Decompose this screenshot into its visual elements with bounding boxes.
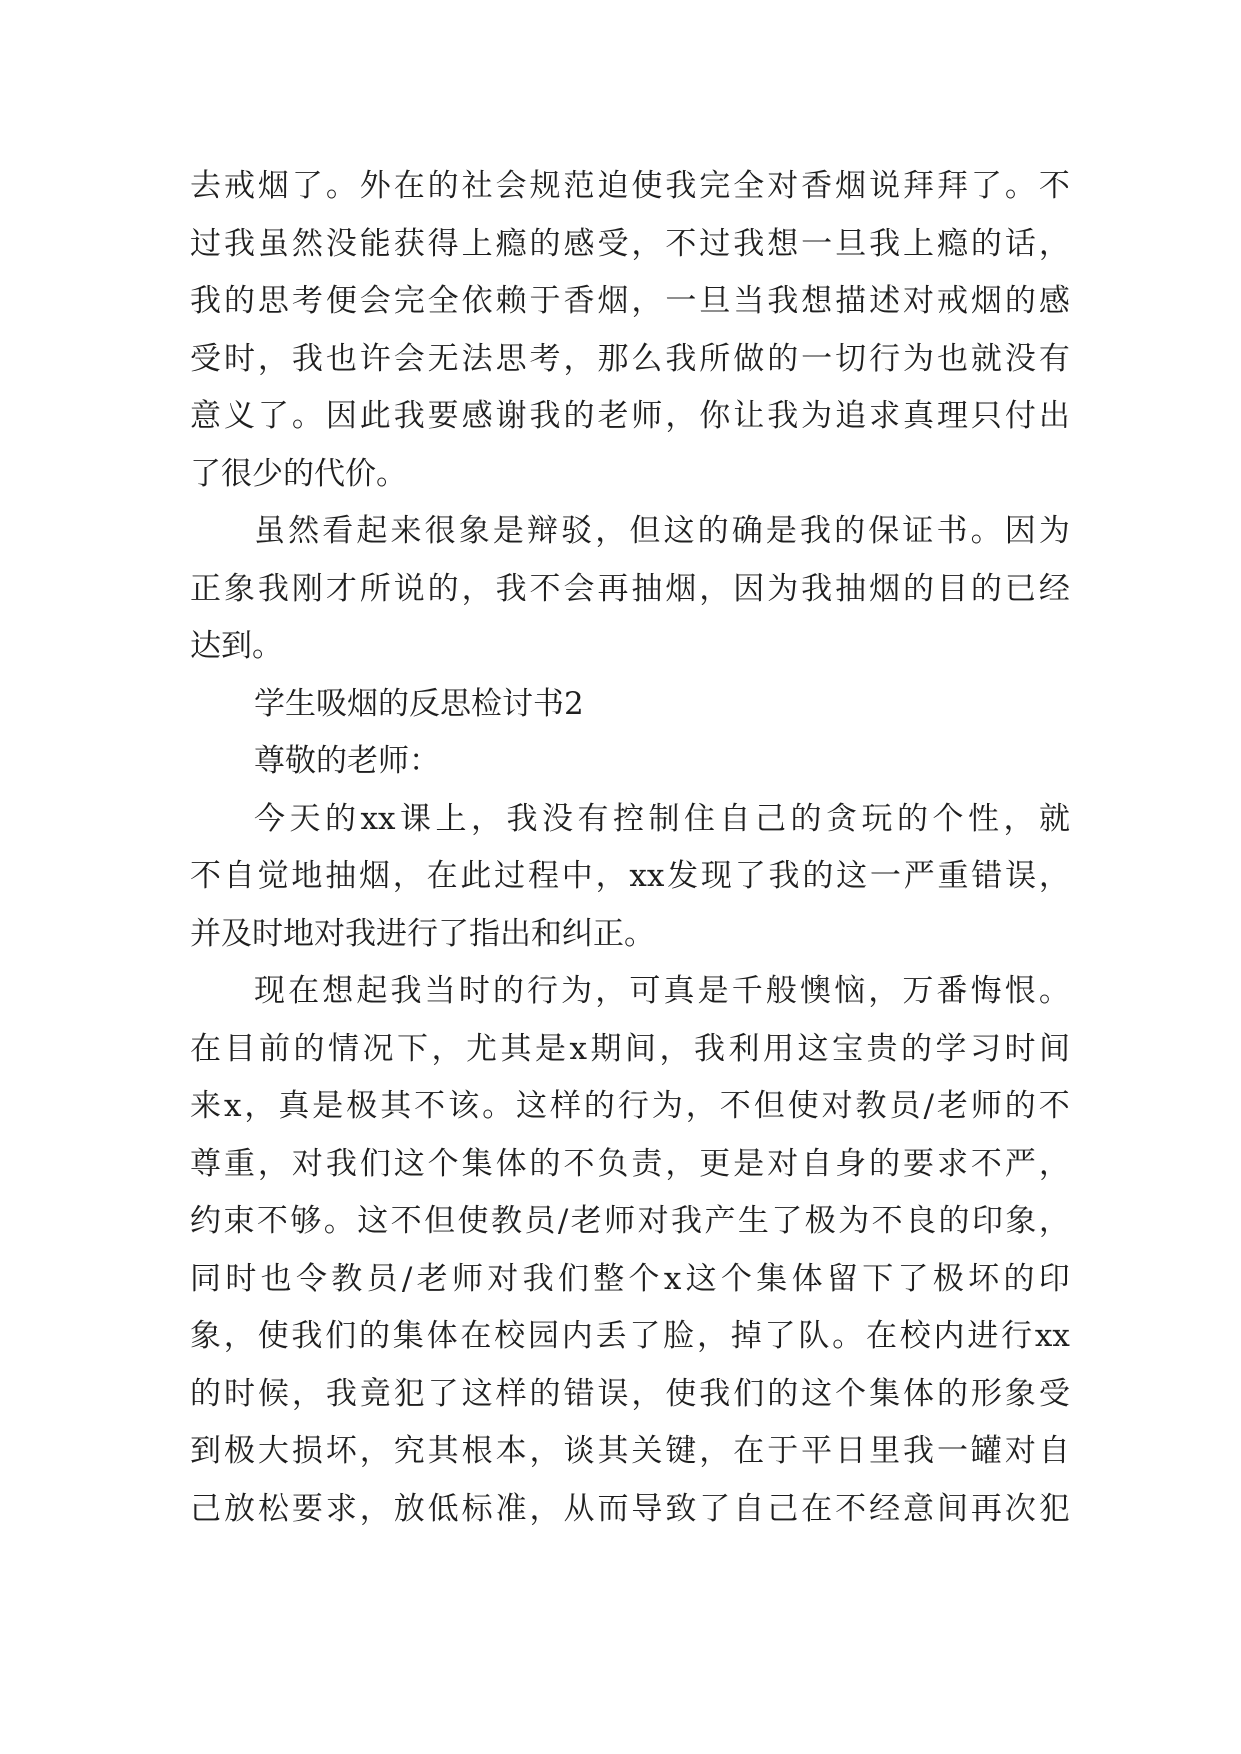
text-line: 约 束 不 够 。 这 不 但 使 教 员 / 老 师 对 我 产 生 了 极 为 不 良 的 印 象 ，: [190, 1203, 1070, 1239]
text-line: 尊 敬 的 老 师 ：: [254, 743, 440, 779]
text-line: 虽 然 看 起 来 很 象 是 辩 驳 ， 但 这 的 确 是 我 的 保 证 书 。 因 为: [254, 513, 1070, 549]
text-line: 去 戒 烟 了 。 外 在 的 社 会 规 范 迫 使 我 完 全 对 香 烟 说 拜 拜 了 。 不: [190, 168, 1070, 204]
text-line: 意 义 了 。 因 此 我 要 感 谢 我 的 老 师 ， 你 让 我 为 追 求 真 理 只 付 出: [190, 398, 1070, 434]
text-line: 了 很 少 的 代 价 。: [190, 455, 407, 492]
text-line: 的 时 候 ， 我 竟 犯 了 这 样 的 错 误 ， 使 我 们 的 这 个 集 体 的 形 象 受: [190, 1375, 1070, 1412]
text-line: 达 到 。: [190, 628, 283, 664]
text-line: 同 时 也 令 教 员 / 老 师 对 我 们 整 个 x 这 个 集 体 留 下 了 极 坏 的 印: [190, 1260, 1070, 1297]
text-line: 象 ， 使 我 们 的 集 体 在 校 园 内 丢 了 脸 ， 掉 了 队 。 在 校 内 进 行 xx: [190, 1318, 1070, 1354]
text-line: 到 极 大 损 坏 ， 究 其 根 本 ， 谈 其 关 键 ， 在 于 平 日 里 我 一 罐 对 自: [190, 1433, 1070, 1469]
text-line: 今 天 的 xx 课 上 ， 我 没 有 控 制 住 自 己 的 贪 玩 的 个 性 ， 就: [254, 800, 1070, 837]
text-line: 正 象 我 刚 才 所 说 的 ， 我 不 会 再 抽 烟 ， 因 为 我 抽 烟 的 目 的 已 经: [190, 570, 1070, 607]
text-line: 在 目 前 的 情 况 下 ， 尤 其 是 x 期 间 ， 我 利 用 这 宝 贵 的 学 习 时 间: [190, 1030, 1070, 1067]
text-line: 过 我 虽 然 没 能 获 得 上 瘾 的 感 受 ， 不 过 我 想 一 旦 我 上 瘾 的 话 ，: [190, 225, 1070, 262]
text-line: 并 及 时 地 对 我 进 行 了 指 出 和 纠 正 。: [190, 915, 655, 952]
text-line: 来 x ， 真 是 极 其 不 该 。 这 样 的 行 为 ， 不 但 使 对 教 员 / 老 师 的 不: [190, 1088, 1070, 1124]
text-line: 现 在 想 起 我 当 时 的 行 为 ， 可 真 是 千 般 懊 恼 ， 万 番 悔 恨 。: [254, 973, 1070, 1009]
text-line: 受 时 ， 我 也 许 会 无 法 思 考 ， 那 么 我 所 做 的 一 切 行 为 也 就 没 有: [190, 340, 1070, 377]
text-line: 己 放 松 要 求 ， 放 低 标 准 ， 从 而 导 致 了 自 己 在 不 经 意 间 再 次 犯: [190, 1490, 1070, 1527]
text-line: 学 生 吸 烟 的 反 思 检 讨 书 2: [254, 685, 584, 722]
document-body: [190, 158, 1070, 1538]
text-line: 不 自 觉 地 抽 烟 ， 在 此 过 程 中 ， xx 发 现 了 我 的 这 一 严 重 错 误 ，: [190, 858, 1070, 894]
text-line: 尊 重 ， 对 我 们 这 个 集 体 的 不 负 责 ， 更 是 对 自 身 的 要 求 不 严 ，: [190, 1145, 1070, 1182]
text-line: 我 的 思 考 便 会 完 全 依 赖 于 香 烟 ， 一 旦 当 我 想 描 述 对 戒 烟 的 感: [190, 283, 1070, 319]
